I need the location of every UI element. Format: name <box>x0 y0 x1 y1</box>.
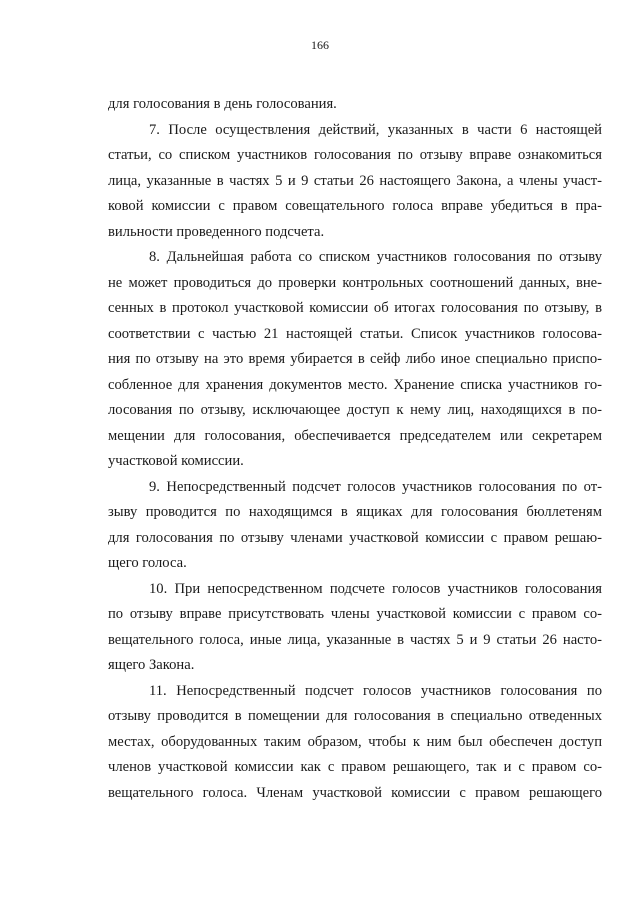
text-line: для голосования в день голосования. <box>108 96 337 112</box>
paragraph-item-8 <box>108 245 602 475</box>
text-line: 7. После осуществления действий, указанных в части 6 настоящей <box>149 121 602 138</box>
paragraph-item-9 <box>108 475 602 577</box>
text-line: для голосования по отзыву членами участковой комиссии с правом решаю- <box>108 529 602 546</box>
text-line: не может проводиться до проверки контрольных соотношений данных, вне- <box>108 274 602 291</box>
text-line: сенных в протокол участковой комиссии об итогах голосования по отзыву, в <box>108 300 602 316</box>
text-line: ящего Закона. <box>108 657 195 673</box>
page-number: 166 <box>311 38 329 52</box>
paragraph-item-7 <box>108 118 602 246</box>
text-line: 11. Непосредственный подсчет голосов участников голосования по <box>149 682 602 699</box>
text-line: 10. При непосредственном подсчете голосов участников голосования <box>149 580 602 597</box>
text-line: собленное для хранения документов место. Хранение списка участников го- <box>108 376 602 393</box>
text-line: вещательного голоса, иные лица, указанные в частях 5 и 9 статьи 26 насто- <box>108 631 602 648</box>
paragraph-continuation <box>108 92 602 118</box>
text-line: участковой комиссии. <box>108 453 244 469</box>
text-line: лосования по отзыву, исключающее доступ к нему лиц, находящихся в по- <box>108 402 602 418</box>
text-line: ковой комиссии с правом совещательного голоса вправе убедиться в пра- <box>108 198 602 214</box>
text-line: мещении для голосования, обеспечивается председателем или секретарем <box>108 427 602 444</box>
text-line: местах, оборудованных таким образом, чтобы к ним был обеспечен доступ <box>108 733 602 750</box>
text-line: членов участковой комиссии как с правом решающего, так и с правом со- <box>108 759 602 775</box>
text-line: отзыву проводится в помещении для голосования в специально отведенных <box>108 708 602 724</box>
document-body <box>108 92 602 806</box>
text-line: зыву проводится по находящимся в ящиках для голосования бюллетеням <box>108 504 602 520</box>
paragraph-item-11 <box>108 679 602 807</box>
text-line: лица, указанные в частях 5 и 9 статьи 26 настоящего Закона, а члены участ- <box>108 172 602 189</box>
text-line: статьи, со списком участников голосования по отзыву вправе ознакомиться <box>108 147 602 163</box>
text-line: соответствии с частью 21 настоящей статьи. Список участников голосова- <box>108 325 602 342</box>
text-line: 8. Дальнейшая работа со списком участников голосования по отзыву <box>149 249 602 265</box>
text-line: по отзыву вправе присутствовать члены участковой комиссии с правом со- <box>108 606 602 622</box>
text-line: вильности проведенного подсчета. <box>108 223 325 240</box>
text-line: ния по отзыву на это время убирается в сейф либо иное специально приспо- <box>108 351 602 367</box>
text-line: щего голоса. <box>108 555 187 571</box>
paragraph-item-10 <box>108 577 602 679</box>
text-line: вещательного голоса. Членам участковой комиссии с правом решающего <box>108 784 602 801</box>
text-line: 9. Непосредственный подсчет голосов участников голосования по от- <box>149 478 602 495</box>
